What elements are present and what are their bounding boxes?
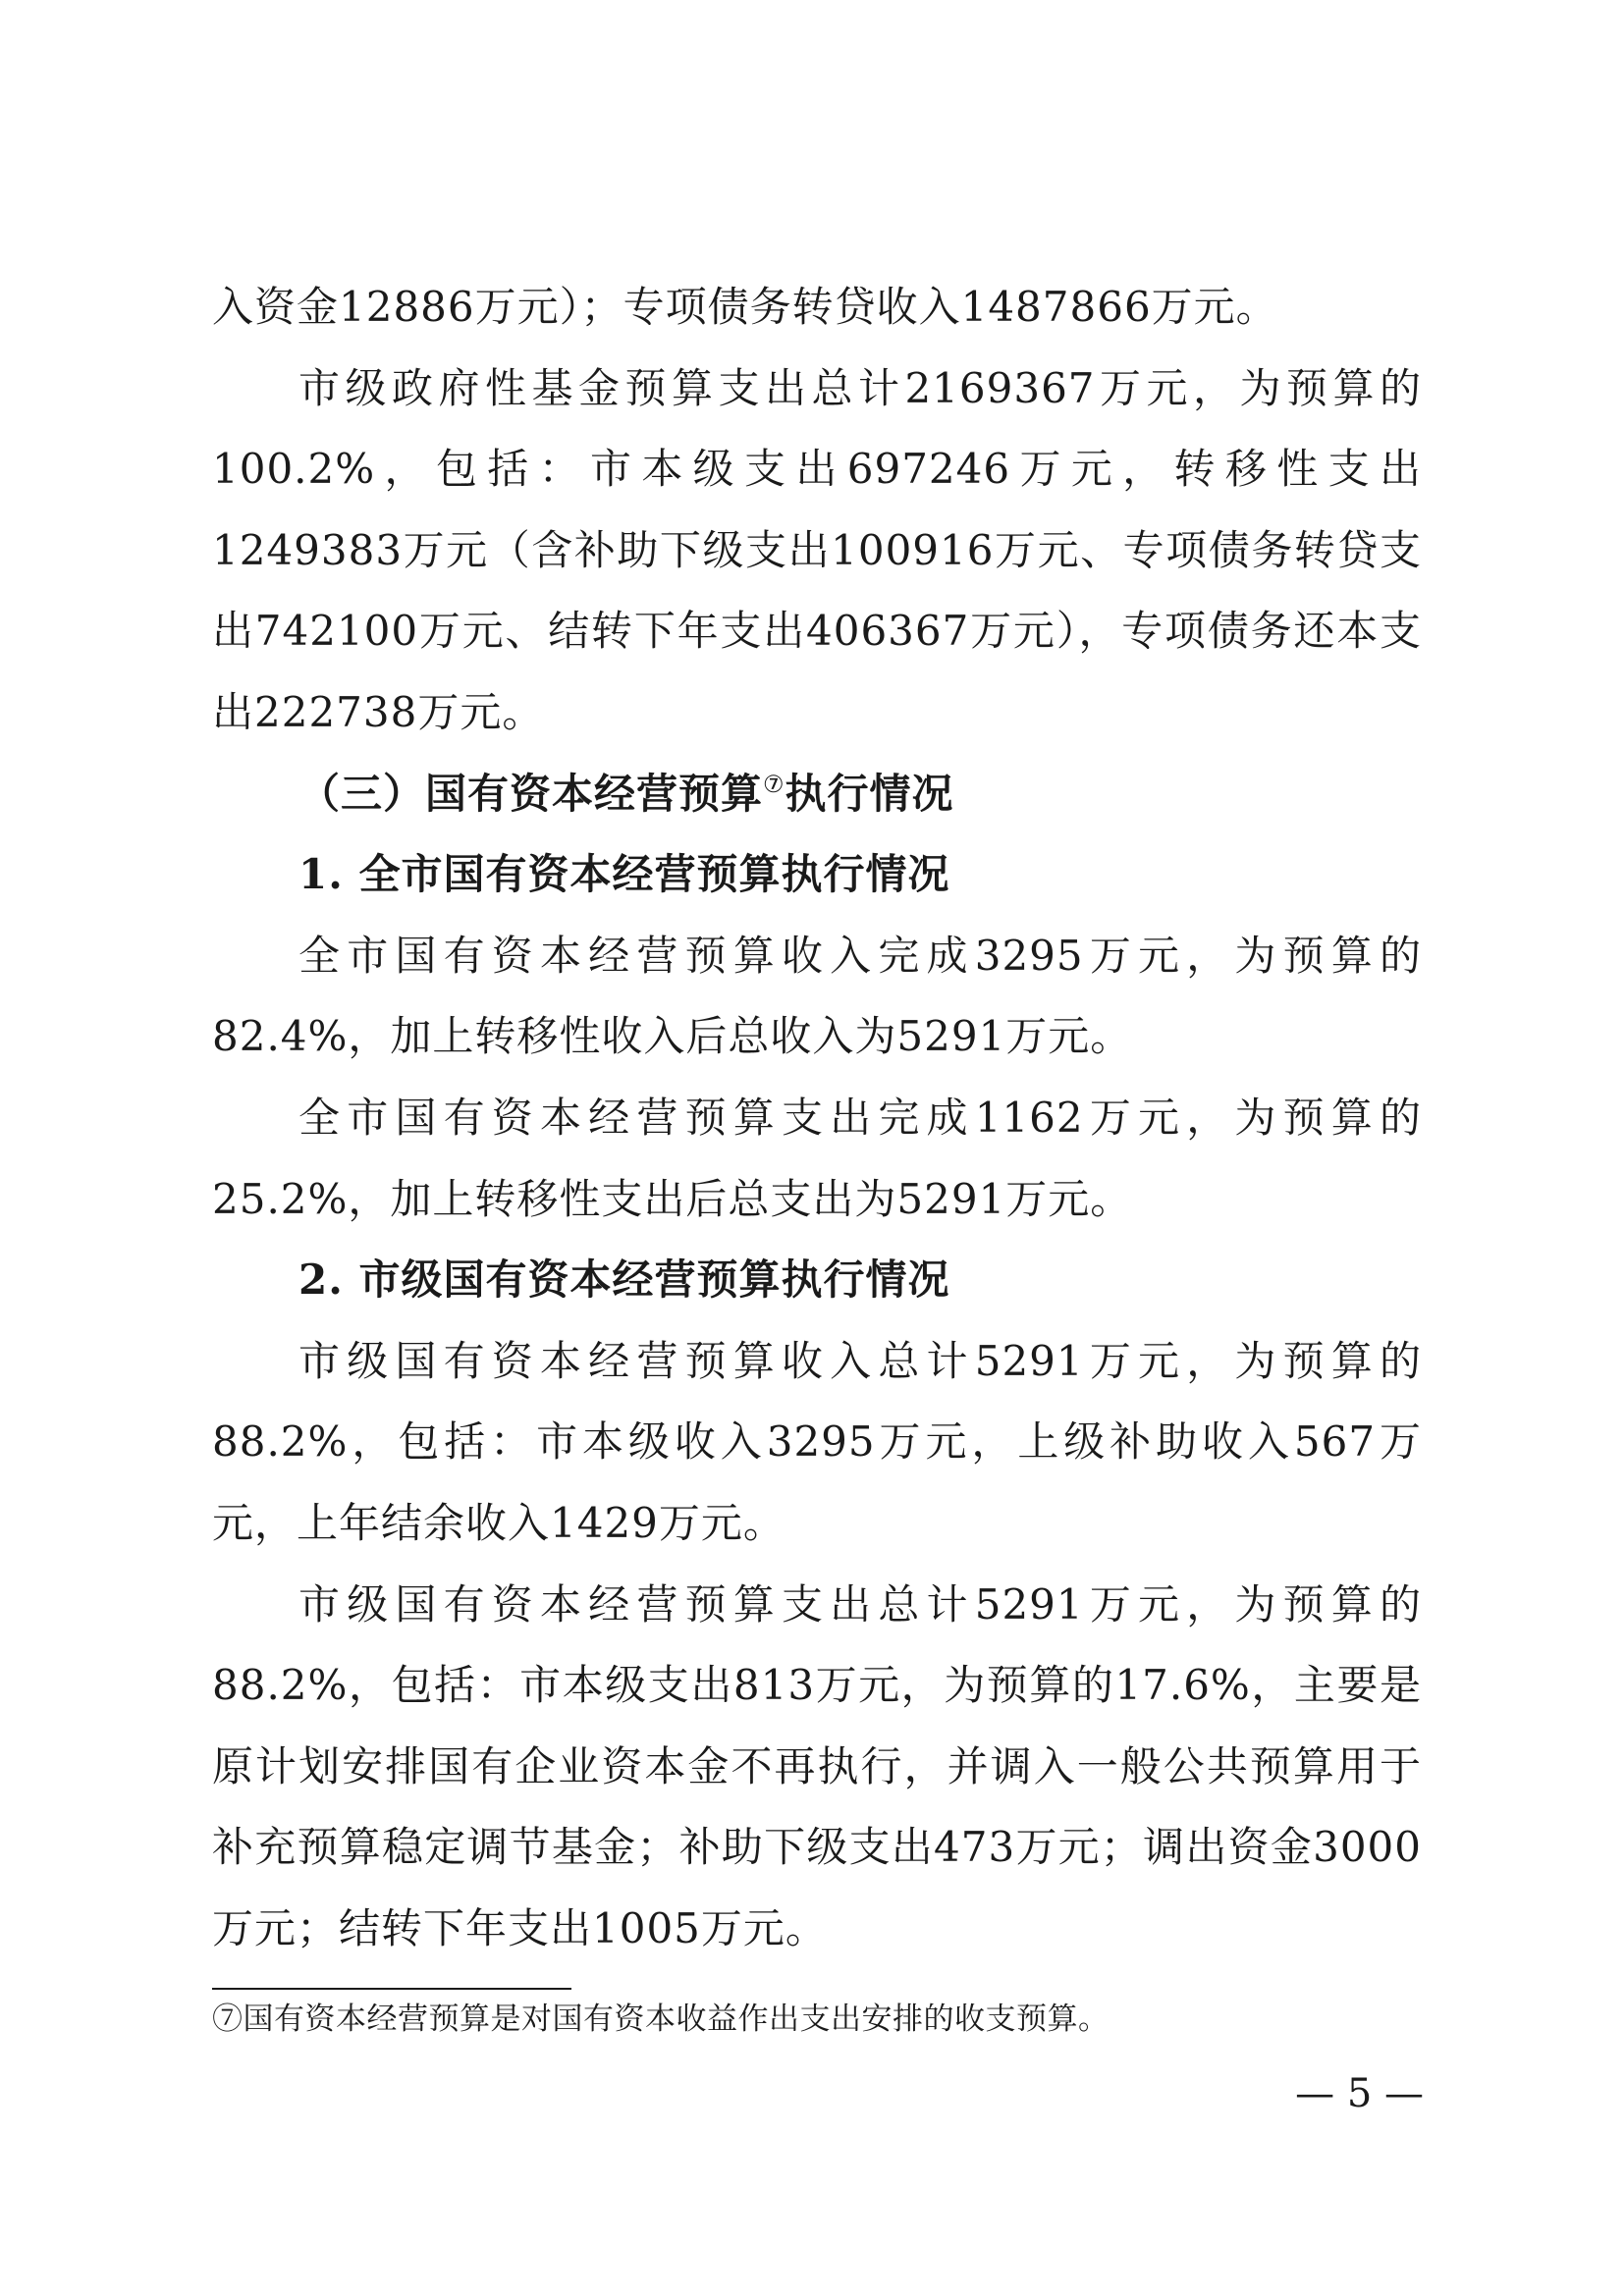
- footnote-divider: [212, 1988, 571, 1990]
- section-heading-state-capital: [212, 754, 1422, 835]
- section-heading-tail: 执行情况: [785, 769, 954, 818]
- footnote-reference[interactable]: ⑦: [763, 770, 785, 798]
- paragraph-citywide-income: 全市国有资本经营预算收入完成3295万元，为预算的82.4%，加上转移性收入后总收入为5291万元。: [212, 931, 1422, 1061]
- subheading-citywide: 1. 全市国有资本经营预算执行情况: [298, 850, 950, 899]
- paragraph-municipal-fund-expenditure: 市级政府性基金预算支出总计2169367万元，为预算的100.2%，包括：市本级支出697246万元，转移性支出1249383万元（含补助下级支出100916万元、专项债务转贷支出742100万元、结转下年支出406367万元），专项债务还本支出222738万元。: [212, 363, 1422, 736]
- footnote: ⑦国有资本经营预算是对国有资本收益作出支出安排的收支预算。: [212, 2002, 1110, 2037]
- section-heading-text: （三）国有资本经营预算: [298, 769, 764, 818]
- paragraph-citywide-expenditure: 全市国有资本经营预算支出完成1162万元，为预算的25.2%，加上转移性支出后总支出为5291万元。: [212, 1093, 1422, 1223]
- paragraph-continuation: 入资金12886万元）；专项债务转贷收入1487866万元。: [212, 283, 1278, 331]
- paragraph-municipal-income: 市级国有资本经营预算收入总计5291万元，为预算的88.2%，包括：市本级收入3295万元，上级补助收入567万元，上年结余收入1429万元。: [212, 1336, 1422, 1547]
- paragraph-municipal-expenditure: 市级国有资本经营预算支出总计5291万元，为预算的88.2%，包括：市本级支出813万元，为预算的17.6%，主要是原计划安排国有企业资本金不再执行，并调入一般公共预算用于补充预算稳定调节基金；补助下级支出473万元；调出资金3000万元；结转下年支出1005万元。: [212, 1579, 1422, 1952]
- body-text: [212, 267, 1422, 1969]
- subheading-municipal: 2. 市级国有资本经营预算执行情况: [298, 1255, 950, 1305]
- page-number: — 5 —: [1295, 2071, 1424, 2116]
